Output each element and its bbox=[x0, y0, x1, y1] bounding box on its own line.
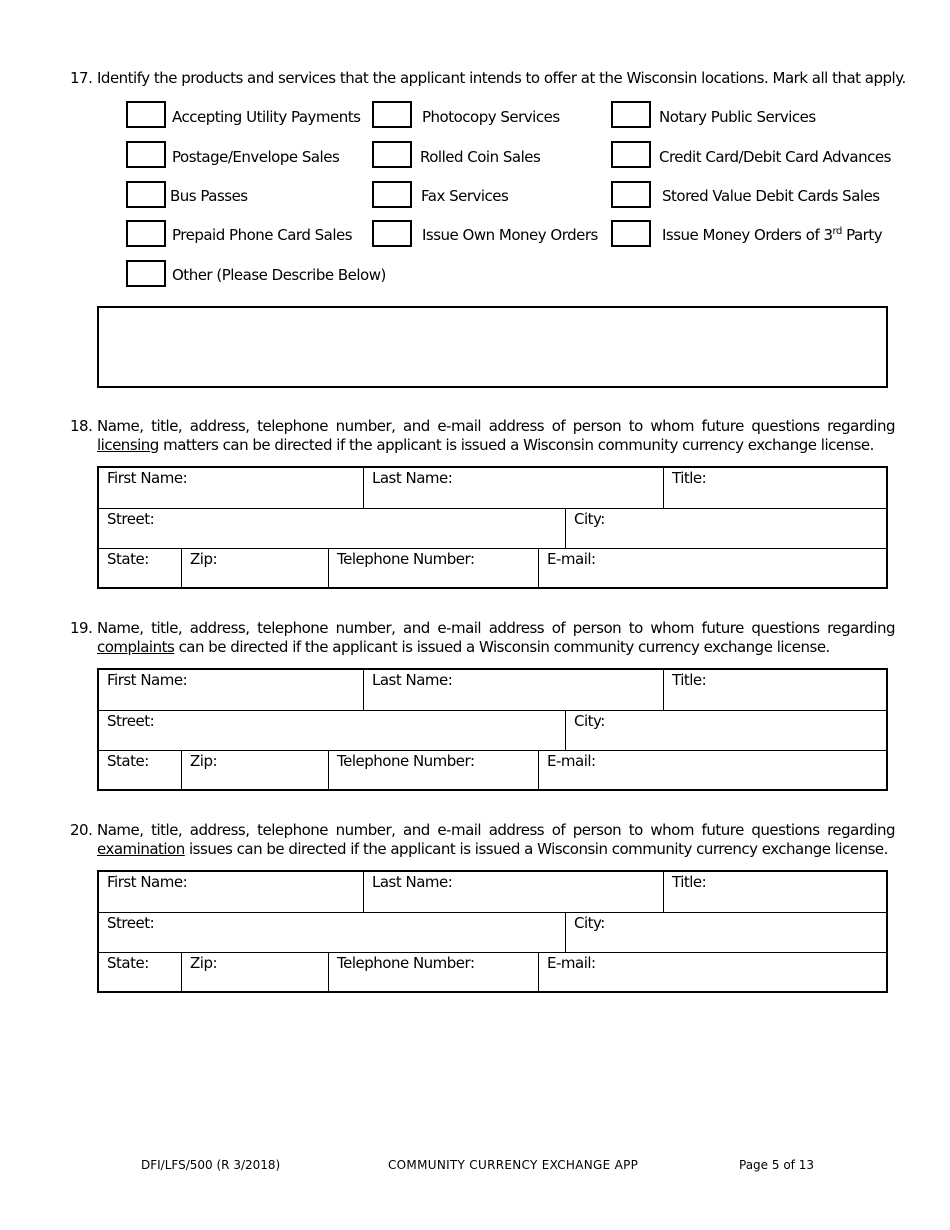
q20-text bbox=[97, 821, 895, 859]
examination-city-field[interactable] bbox=[566, 913, 886, 952]
checkbox-photocopy-services[interactable] bbox=[372, 101, 412, 128]
q18-text-post: matters can be directed if the applicant is issued a Wisconsin community currency exchange license. bbox=[158, 436, 874, 454]
telephone-label: Telephone Number: bbox=[337, 954, 475, 972]
label-postage-envelope-sales: Postage/Envelope Sales bbox=[172, 148, 340, 166]
label-photocopy-services: Photocopy Services bbox=[422, 108, 560, 126]
q20-number: 20. bbox=[70, 821, 93, 839]
examination-email-field[interactable] bbox=[539, 953, 886, 993]
examination-title-field[interactable] bbox=[664, 872, 886, 912]
examination-telephone-field[interactable] bbox=[329, 953, 538, 993]
q17-number: 17. bbox=[70, 69, 93, 87]
first-name-label: First Name: bbox=[107, 873, 188, 891]
email-label: E-mail: bbox=[547, 550, 596, 568]
complaints-city-field[interactable] bbox=[566, 711, 886, 750]
examination-state-field[interactable] bbox=[99, 953, 181, 993]
checkbox-credit-debit-card-advances[interactable] bbox=[611, 141, 651, 168]
label-prepaid-phone-card-sales: Prepaid Phone Card Sales bbox=[172, 226, 353, 244]
title-label: Title: bbox=[672, 873, 707, 891]
q17-text: Identify the products and services that the applicant intends to offer at the Wisconsin locations. Mark all that apply. bbox=[97, 69, 906, 87]
checkbox-fax-services[interactable] bbox=[372, 181, 412, 208]
licensing-contact-form bbox=[97, 466, 888, 589]
licensing-email-field[interactable] bbox=[539, 549, 886, 589]
email-label: E-mail: bbox=[547, 954, 596, 972]
q20-keyword: examination bbox=[97, 840, 185, 858]
state-label: State: bbox=[107, 752, 149, 770]
label-bus-passes: Bus Passes bbox=[170, 187, 248, 205]
examination-first-name-field[interactable] bbox=[99, 872, 363, 912]
checkbox-prepaid-phone-card-sales[interactable] bbox=[126, 220, 166, 247]
label-accepting-utility-payments: Accepting Utility Payments bbox=[172, 108, 361, 126]
q18-text-pre: Name, title, address, telephone number, and e-mail address of person to whom future questions regarding bbox=[97, 417, 895, 435]
checkbox-rolled-coin-sales[interactable] bbox=[372, 141, 412, 168]
q19-number: 19. bbox=[70, 619, 93, 637]
city-label: City: bbox=[574, 914, 605, 932]
complaints-state-field[interactable] bbox=[99, 751, 181, 791]
examination-contact-form bbox=[97, 870, 888, 993]
licensing-last-name-field[interactable] bbox=[364, 468, 663, 508]
licensing-state-field[interactable] bbox=[99, 549, 181, 589]
first-name-label: First Name: bbox=[107, 469, 188, 487]
q18-number: 18. bbox=[70, 417, 93, 435]
label-issue-own-money-orders: Issue Own Money Orders bbox=[422, 226, 598, 244]
checkbox-bus-passes[interactable] bbox=[126, 181, 166, 208]
telephone-label: Telephone Number: bbox=[337, 550, 475, 568]
street-label: Street: bbox=[107, 712, 155, 730]
complaints-contact-form bbox=[97, 668, 888, 791]
complaints-email-field[interactable] bbox=[539, 751, 886, 791]
q19-text-pre: Name, title, address, telephone number, and e-mail address of person to whom future questions regarding bbox=[97, 619, 895, 637]
checkbox-other[interactable] bbox=[126, 260, 166, 287]
complaints-street-field[interactable] bbox=[99, 711, 565, 750]
label-third-party-suffix: Party bbox=[841, 226, 883, 244]
licensing-title-field[interactable] bbox=[664, 468, 886, 508]
label-third-party-main: Issue Money Orders of 3 bbox=[662, 226, 833, 244]
last-name-label: Last Name: bbox=[372, 469, 453, 487]
licensing-city-field[interactable] bbox=[566, 509, 886, 548]
label-rolled-coin-sales: Rolled Coin Sales bbox=[420, 148, 541, 166]
zip-label: Zip: bbox=[190, 550, 218, 568]
complaints-telephone-field[interactable] bbox=[329, 751, 538, 791]
licensing-telephone-field[interactable] bbox=[329, 549, 538, 589]
q19-text-post: can be directed if the applicant is issued a Wisconsin community currency exchange license. bbox=[174, 638, 830, 656]
other-description-textarea[interactable] bbox=[97, 306, 888, 388]
complaints-title-field[interactable] bbox=[664, 670, 886, 710]
licensing-first-name-field[interactable] bbox=[99, 468, 363, 508]
footer-page-number: Page 5 of 13 bbox=[739, 1158, 814, 1172]
footer-form-id: DFI/LFS/500 (R 3/2018) bbox=[141, 1158, 281, 1172]
q18-text bbox=[97, 417, 895, 455]
street-label: Street: bbox=[107, 914, 155, 932]
licensing-zip-field[interactable] bbox=[182, 549, 328, 589]
checkbox-issue-own-money-orders[interactable] bbox=[372, 220, 412, 247]
state-label: State: bbox=[107, 954, 149, 972]
label-issue-money-orders-third-party bbox=[662, 226, 882, 244]
q18-keyword: licensing bbox=[97, 436, 159, 454]
state-label: State: bbox=[107, 550, 149, 568]
q19-text bbox=[97, 619, 895, 657]
label-fax-services: Fax Services bbox=[421, 187, 509, 205]
first-name-label: First Name: bbox=[107, 671, 188, 689]
label-notary-public-services: Notary Public Services bbox=[659, 108, 816, 126]
email-label: E-mail: bbox=[547, 752, 596, 770]
examination-street-field[interactable] bbox=[99, 913, 565, 952]
complaints-zip-field[interactable] bbox=[182, 751, 328, 791]
street-label: Street: bbox=[107, 510, 155, 528]
q20-text-post: issues can be directed if the applicant is issued a Wisconsin community currency exchange license. bbox=[184, 840, 888, 858]
telephone-label: Telephone Number: bbox=[337, 752, 475, 770]
examination-last-name-field[interactable] bbox=[364, 872, 663, 912]
examination-zip-field[interactable] bbox=[182, 953, 328, 993]
label-other: Other (Please Describe Below) bbox=[172, 266, 386, 284]
city-label: City: bbox=[574, 510, 605, 528]
footer-form-name: COMMUNITY CURRENCY EXCHANGE APP bbox=[388, 1158, 639, 1172]
q19-keyword: complaints bbox=[97, 638, 175, 656]
title-label: Title: bbox=[672, 469, 707, 487]
complaints-first-name-field[interactable] bbox=[99, 670, 363, 710]
checkbox-postage-envelope-sales[interactable] bbox=[126, 141, 166, 168]
checkbox-accepting-utility-payments[interactable] bbox=[126, 101, 166, 128]
title-label: Title: bbox=[672, 671, 707, 689]
city-label: City: bbox=[574, 712, 605, 730]
q20-text-pre: Name, title, address, telephone number, and e-mail address of person to whom future questions regarding bbox=[97, 821, 895, 839]
label-stored-value-debit-cards: Stored Value Debit Cards Sales bbox=[662, 187, 880, 205]
label-credit-debit-card-advances: Credit Card/Debit Card Advances bbox=[659, 148, 891, 166]
checkbox-notary-public-services[interactable] bbox=[611, 101, 651, 128]
checkbox-issue-money-orders-third-party[interactable] bbox=[611, 220, 651, 247]
label-third-party-superscript: rd bbox=[832, 226, 842, 237]
checkbox-stored-value-debit-cards[interactable] bbox=[611, 181, 651, 208]
licensing-street-field[interactable] bbox=[99, 509, 565, 548]
last-name-label: Last Name: bbox=[372, 873, 453, 891]
zip-label: Zip: bbox=[190, 954, 218, 972]
zip-label: Zip: bbox=[190, 752, 218, 770]
last-name-label: Last Name: bbox=[372, 671, 453, 689]
complaints-last-name-field[interactable] bbox=[364, 670, 663, 710]
